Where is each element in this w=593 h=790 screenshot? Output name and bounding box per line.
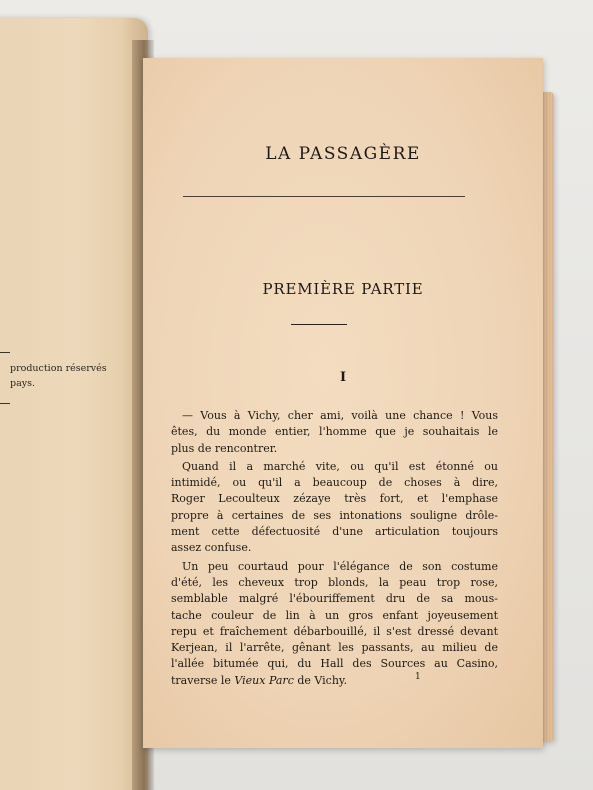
text-line: propre à certaines de ses intonations souligne drôle- <box>171 508 498 522</box>
chapter-number: I <box>339 370 347 385</box>
paragraph-3 <box>171 559 498 689</box>
part-title: PREMIÈRE PARTIE <box>262 280 424 298</box>
left-line-1: production réservés <box>10 363 107 374</box>
body-text <box>171 408 498 691</box>
right-page <box>143 58 543 748</box>
title-rule <box>183 196 465 197</box>
left-rule-bottom <box>0 403 10 404</box>
text-line: êtes, du monde entier, l'homme que je souhaitais le <box>171 425 498 439</box>
paragraph-2 <box>171 459 498 557</box>
text-line: assez confuse. <box>171 541 252 555</box>
text-line: — Vous à Vichy, cher ami, voilà une chance ! Vous <box>182 409 498 422</box>
left-rule-top <box>0 352 10 353</box>
italic-place-name: Vieux Parc <box>234 673 294 687</box>
text-line: intimidé, ou qu'il a beaucoup de choses à dire, <box>171 476 498 490</box>
text-line: Un peu courtaud pour l'élégance de son costume <box>182 559 498 573</box>
text-line: plus de rencontrer. <box>171 441 278 455</box>
left-line-2: pays. <box>10 378 36 389</box>
text-line: tache couleur de lin à un gros enfant joyeusement <box>171 608 498 622</box>
text-line: l'allée bitumée qui, du Hall des Sources au Casino, <box>171 657 498 671</box>
text-line: ment cette défectuosité d'une articulation toujours <box>171 525 498 539</box>
text-line: repu et fraîchement débarbouillé, il s'est dressé devant <box>171 624 498 638</box>
text-line: Roger Lecoulteux zézaye très fort, et l'emphase <box>171 492 498 506</box>
text-line-last: traverse le Vieux Parc de Vichy. <box>171 673 348 687</box>
text-line: Kerjean, il l'arrête, gênant les passants, au milieu de <box>171 641 498 655</box>
text-line: semblable malgré l'ébouriffement dru de sa mous- <box>171 592 498 606</box>
left-page <box>0 18 148 790</box>
paragraph-1 <box>171 408 498 457</box>
book-title: LA PASSAGÈRE <box>265 144 421 164</box>
signature-mark: 1 <box>415 672 421 682</box>
text-line: d'été, les cheveux trop blonds, la peau trop rose, <box>171 575 498 589</box>
part-rule <box>291 324 347 325</box>
text-line: Quand il a marché vite, ou qu'il est étonné ou <box>182 459 498 473</box>
